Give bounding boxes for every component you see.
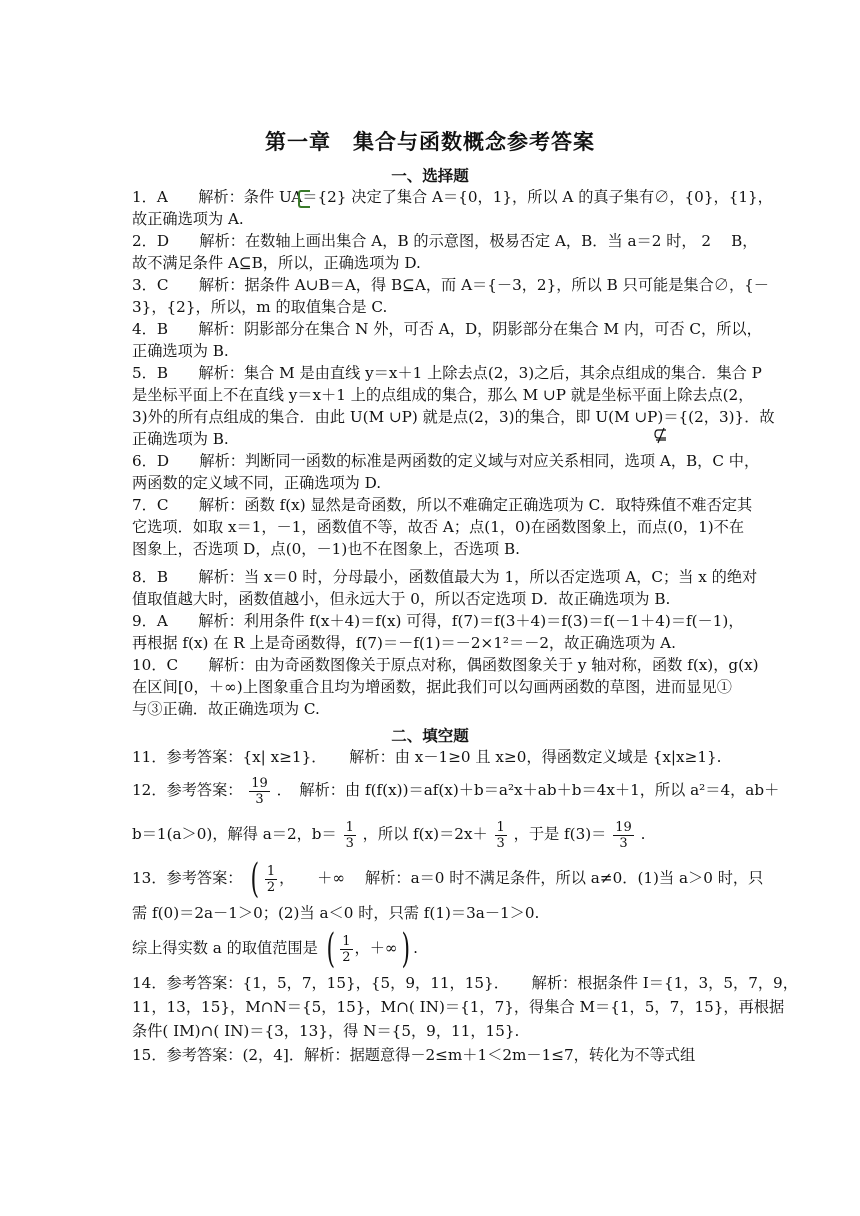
fraction-denominator: 3: [619, 835, 628, 851]
answer-12-label: 12．参考答案：: [132, 781, 243, 799]
answer-10-line-3: 与③正确．故正确选项为 C.: [132, 700, 320, 718]
page-title: 第一章 集合与函数概念参考答案: [265, 130, 595, 154]
answer-13-label: 13．参考答案：: [132, 869, 243, 887]
fraction-denominator: 3: [255, 791, 264, 807]
answer-10-line-1: 10．C 解析：由为奇函数图像关于原点对称，偶函数图象关于 y 轴对称，函数 f(x)，g(x): [132, 656, 759, 674]
answer-12-text-4: .: [640, 825, 646, 843]
fraction-numerator: 1: [342, 933, 351, 949]
answer-5-line-1: 5．B 解析：集合 M 是由直线 y＝x＋1 上除去点(2，3)之后，其余点组成的集合．集合 P: [132, 364, 762, 382]
answer-13-line-2: 需 f(0)＝2a－1＞0；(2)当 a＜0 时，只需 f(1)＝3a－1＞0.: [132, 904, 540, 922]
fraction-1-2: [340, 934, 352, 965]
fraction-numerator: 1: [266, 863, 276, 879]
answer-14-line-1: 14．参考答案：{1，5，7，15}，{5，9，11，15}． 解析：根据条件 I＝{1，3，5，7，9，: [132, 974, 798, 992]
answer-7-line-1: 7．C 解析：函数 f(x) 显然是奇函数，所以不难确定正确选项为 C．取特殊值不难否定其: [132, 496, 753, 514]
left-paren: (: [250, 856, 260, 902]
answer-7-line-2: 它选项．如取 x＝1，－1，函数值不等，故否 A；点(1，0)在函数图象上，而点(0，1)不在: [132, 518, 745, 536]
fraction-1-3: [495, 820, 507, 851]
answer-3-line-1: 3．C 解析：据条件 A∪B＝A，得 B⊆A，而 A＝{－3，2}，所以 B 只可能是集合∅，{－: [132, 276, 769, 294]
answer-14-line-3: 条件( IM)∩( IN)＝{3，13}，得 N＝{5，9，11，15}.: [132, 1022, 520, 1040]
period: .: [413, 939, 418, 957]
answer-12-text-3: ，于是 f(3)＝: [513, 825, 607, 843]
answer-14-line-2: 11，13，15}，M∩N＝{5，15}，M∩( IN)＝{1，7}，得集合 M＝{1，5，7，15}，再根据: [132, 998, 785, 1016]
not-subset-symbol: [652, 426, 670, 444]
answer-4-line-1: 4．B 解析：阴影部分在集合 N 外，可否 A，D，阴影部分在集合 M 内，可否 C，所以，: [132, 320, 762, 338]
fraction-denominator: 3: [345, 835, 354, 851]
answer-9-line-2: 再根据 f(x) 在 R 上是奇函数得，f(7)＝－f(1)＝－2×1²＝－2，故正确选项为 A.: [132, 634, 676, 652]
fraction-numerator: 19: [251, 775, 268, 791]
answer-7-line-3: 图象上，否选项 D，点(0，－1)也不在图象上，否选项 B.: [132, 540, 520, 558]
left-paren: (: [326, 926, 335, 972]
fraction-1-3: [344, 820, 356, 851]
answer-13-line-3: [132, 926, 732, 970]
infinity-text: ＋∞: [317, 869, 345, 887]
infinity-text: ，＋∞: [354, 939, 398, 957]
answer-5-line-2: 是坐标平面上不在直线 y＝x＋1 上的点组成的集合，那么 M ∪P 就是坐标平面上除去点(2，: [132, 386, 754, 404]
answer-12-line-1: [132, 768, 780, 812]
fraction-numerator: 19: [615, 819, 632, 835]
answer-12-text-1: b＝1(a＞0)，解得 a＝2，b＝: [132, 825, 337, 843]
answer-1-line-2: 故正确选项为 A.: [132, 210, 244, 228]
answer-2-line-2: 故不满足条件 A⊆B，所以，正确选项为 D.: [132, 254, 421, 272]
fraction-denominator: 2: [342, 949, 351, 965]
fraction-denominator: 2: [266, 879, 276, 895]
answer-1-line-1: 1．A 解析：条件 UA＝{2} 决定了集合 A＝{0，1}，所以 A 的真子集有∅，{0}，{1}，: [132, 188, 773, 206]
answer-15: 15．参考答案：(2，4]．解析：据题意得－2≤m＋1＜2m－1≤7，转化为不等式组: [132, 1046, 696, 1064]
answer-13-line-1: 13．参考答案： ( $\frac{1}{2}$ ， ＋∞ 解析：a＝0 时不满足条件，所以 a≠0．(1)当 a＞0 时，只: [132, 856, 764, 902]
fraction-denominator: 3: [496, 835, 505, 851]
fraction-1-2: [265, 864, 277, 895]
answer-11: 11．参考答案：{x| x≥1}． 解析：由 x－1≥0 且 x≥0，得函数定义域是 {x|x≥1}.: [132, 748, 722, 766]
answer-12-line-2: [132, 812, 732, 856]
answer-5-line-4: 正确选项为 B.: [132, 430, 229, 448]
answer-3-line-2: 3}，{2}，所以，m 的取值集合是 C.: [132, 298, 388, 316]
answer-4-line-2: 正确选项为 B.: [132, 342, 229, 360]
answer-8-line-1: 8．B 解析：当 x＝0 时，分母最小，函数值最大为 1，所以否定选项 A，C；当 x 的绝对: [132, 568, 758, 586]
section-choice-heading: 一、选择题: [391, 167, 469, 185]
answer-12-explanation: ． 解析：由 f(f(x))＝af(x)＋b＝a²x＋ab＋b＝4x＋1，所以 a²＝4，ab＋: [276, 781, 780, 799]
answer-10-line-2: 在区间[0，＋∞)上图象重合且均为增函数，据此我们可以勾画两函数的草图，进而显见①: [132, 678, 732, 696]
answer-12-text-2: ，所以 f(x)＝2x＋: [362, 825, 488, 843]
fraction-numerator: 1: [345, 819, 354, 835]
fraction-numerator: 1: [496, 819, 505, 835]
answer-8-line-2: 值取值越大时，函数值越小，但永远大于 0，所以否定选项 D．故正确选项为 B.: [132, 590, 671, 608]
right-paren: ): [401, 926, 410, 972]
section-fill-heading: 二、填空题: [391, 727, 469, 745]
fraction-19-3: [249, 776, 270, 807]
answer-6-line-1: 6．D 解析：判断同一函数的标准是两函数的定义域与对应关系相同，选项 A，B，C 中，: [132, 452, 760, 470]
answer-6-line-2: 两函数的定义域不同，正确选项为 D.: [132, 474, 382, 492]
answer-2-line-1: 2．D 解析：在数轴上画出集合 A，B 的示意图，极易否定 A，B．当 a＝2 时， 2 B，: [132, 232, 758, 250]
answer-13-explanation: 解析：a＝0 时不满足条件，所以 a≠0．(1)当 a＞0 时，只: [349, 869, 764, 887]
fraction-19-3: [613, 820, 634, 851]
answer-9-line-1: 9．A 解析：利用条件 f(x＋4)＝f(x) 可得，f(7)＝f(3＋4)＝f(3)＝f(－1＋4)＝f(－1)，: [132, 612, 744, 630]
answer-5-line-3: 3)外的所有点组成的集合．由此 U(M ∪P) 就是点(2，3)的集合，即 U(M ∪P)＝{(2，3)}．故: [132, 408, 775, 426]
answer-13-conclusion: 综上得实数 a 的取值范围是: [132, 939, 318, 957]
complement-symbol: [298, 190, 310, 208]
